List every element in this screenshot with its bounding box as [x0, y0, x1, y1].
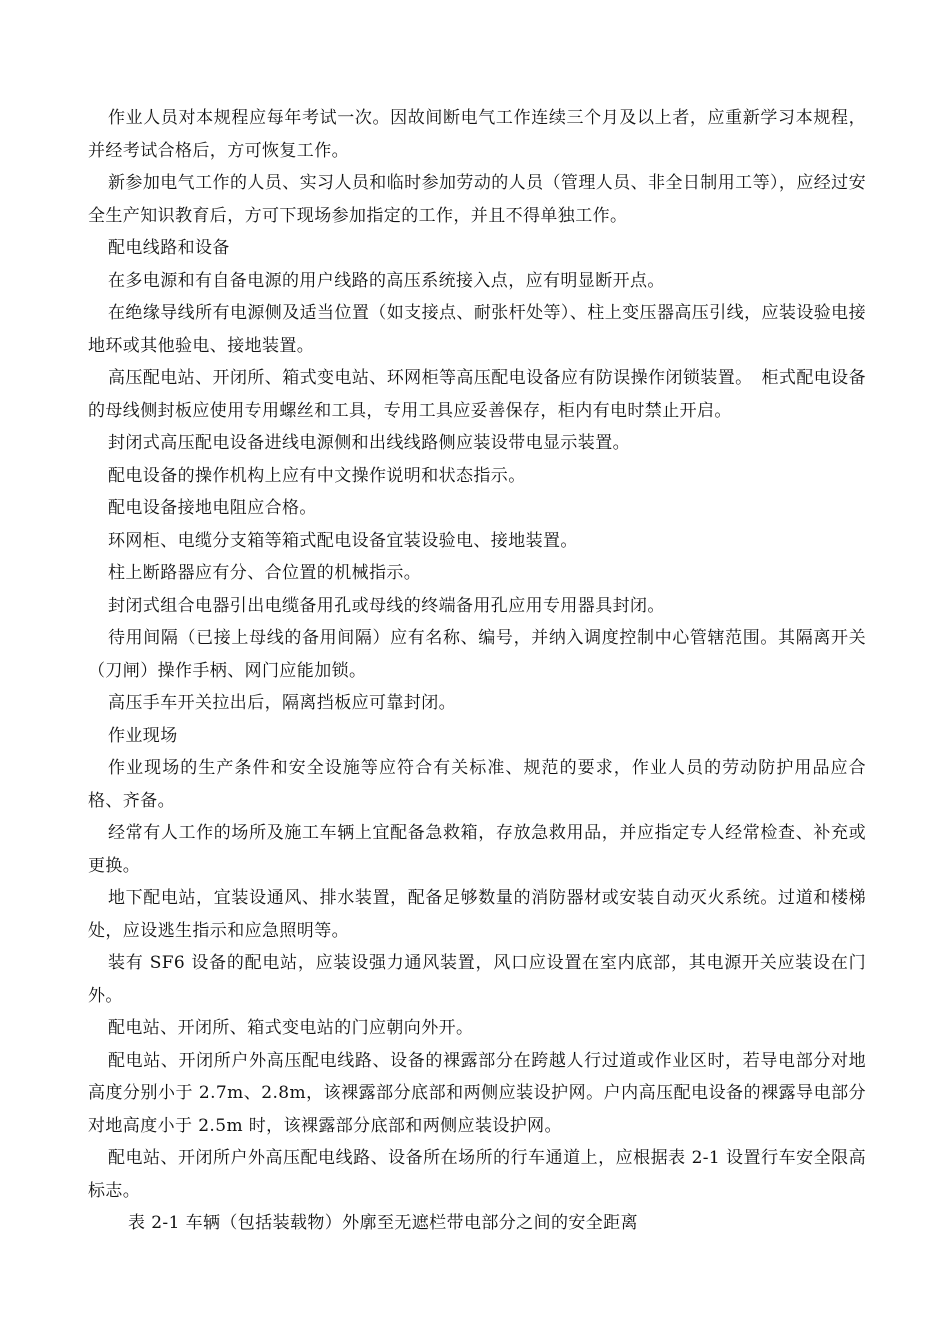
table-caption: 表 2-1 车辆（包括装载物）外廓至无遮栏带电部分之间的安全距离	[128, 1213, 638, 1233]
paragraph-sf6-ventilation: 装有 SF6 设备的配电站，应装设强力通风装置，风口应设置在室内底部，其电源开关应装设在门外。	[88, 953, 866, 1006]
paragraph-ground-resistance: 配电设备接地电阻应合格。	[108, 498, 317, 518]
paragraph-underground-station: 地下配电站，宜装设通风、排水装置，配备足够数量的消防器材或安装自动灭火系统。过道和楼梯处，应设逃生指示和应急照明等。	[88, 888, 866, 941]
paragraph-protective-net: 配电站、开闭所户外高压配电线路、设备的裸露部分在跨越人行过道或作业区时，若导电部分对地高度分别小于 2.7m、2.8m，该裸露部分底部和两侧应装设护网。户内高压配电设备的裸露导电部分对地高度小于 2.5m 时，该裸露部分底部和两侧应装设护网。	[88, 1050, 866, 1136]
document-body	[88, 102, 866, 1240]
paragraph-breaker-indication: 柱上断路器应有分、合位置的机械指示。	[108, 563, 422, 583]
paragraph-new-personnel: 新参加电气工作的人员、实习人员和临时参加劳动的人员（管理人员、非全日制用工等），应经过安全生产知识教育后，方可下现场参加指定的工作，并且不得单独工作。	[88, 173, 866, 226]
paragraph-exam-requirement: 作业人员对本规程应每年考试一次。因故间断电气工作连续三个月及以上者，应重新学习本规程，并经考试合格后，方可恢复工作。	[88, 108, 866, 161]
paragraph-grounding-ring: 在绝缘导线所有电源侧及适当位置（如支接点、耐张杆处等）、柱上变压器高压引线，应装设验电接地环或其他验电、接地装置。	[88, 303, 866, 356]
section-heading-work-site: 作业现场	[108, 725, 178, 746]
paragraph-door-direction: 配电站、开闭所、箱式变电站的门应朝向外开。	[108, 1018, 474, 1038]
paragraph-standby-bay: 待用间隔（已接上母线的备用间隔）应有名称、编号，并纳入调度控制中心管辖范围。其隔离开关（刀闸）操作手柄、网门应能加锁。	[88, 628, 866, 681]
paragraph-first-aid: 经常有人工作的场所及施工车辆上宜配备急救箱，存放急救用品，并应指定专人经常检查、补充或更换。	[88, 823, 866, 876]
paragraph-live-display: 封闭式高压配电设备进线电源侧和出线线路侧应装设带电显示装置。	[108, 433, 630, 453]
paragraph-site-conditions: 作业现场的生产条件和安全设施等应符合有关标准、规范的要求，作业人员的劳动防护用品应合格、齐备。	[88, 758, 866, 811]
paragraph-disconnect-point: 在多电源和有自备电源的用户线路的高压系统接入点，应有明显断开点。	[108, 270, 665, 291]
section-heading-distribution-lines: 配电线路和设备	[108, 238, 230, 258]
paragraph-ring-main-unit: 环网柜、电缆分支箱等箱式配电设备宜装设验电、接地装置。	[108, 530, 578, 551]
paragraph-operation-instructions: 配电设备的操作机构上应有中文操作说明和状态指示。	[108, 465, 526, 486]
paragraph-handcart-switch: 高压手车开关拉出后，隔离挡板应可靠封闭。	[108, 693, 456, 713]
paragraph-height-limit-sign: 配电站、开闭所户外高压配电线路、设备所在场所的行车通道上，应根据表 2-1 设置行车安全限高标志。	[88, 1148, 866, 1201]
paragraph-spare-hole-seal: 封闭式组合电器引出电缆备用孔或母线的终端备用孔应用专用器具封闭。	[108, 595, 665, 616]
paragraph-interlock-device: 高压配电站、开闭所、箱式变电站、环网柜等高压配电设备应有防误操作闭锁装置。 柜式配电设备的母线侧封板应使用专用螺丝和工具，专用工具应妥善保存，柜内有电时禁止开启。	[88, 368, 866, 421]
